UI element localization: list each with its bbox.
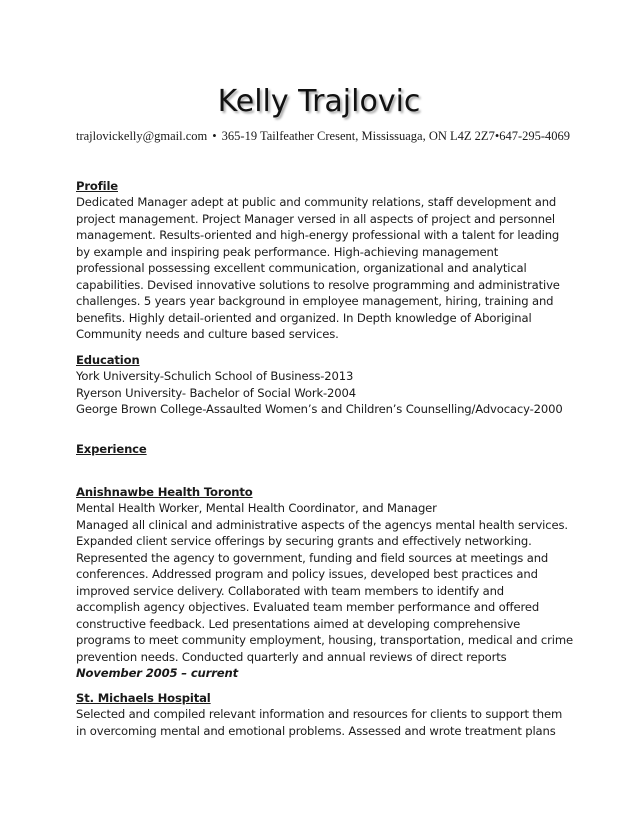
job-employer: St. Michaels Hospital [76, 691, 211, 705]
job-title: Mental Health Worker, Mental Health Coordinator, and Manager [76, 501, 437, 515]
job-entry [76, 690, 576, 739]
experience-section [76, 441, 576, 457]
education-entry: York University-Schulich School of Business-2013 [76, 369, 354, 383]
job-description-line: Represented the agency to government, funding and field sources at meetings and [76, 550, 549, 565]
profile-section [76, 178, 576, 343]
job-description-line: Selected and compiled relevant information and resources for clients to support them [76, 707, 563, 721]
candidate-name: Kelly Trajlovic [217, 84, 421, 119]
job-description-line: programs to meet community employment, housing, transportation, medical and crime [76, 633, 573, 647]
job-employer: Anishnawbe Health Toronto [76, 485, 253, 499]
education-section [76, 352, 576, 418]
contact-line [76, 129, 576, 144]
profile-line: project management. Project Manager versed in all aspects of project and personnel [76, 211, 555, 226]
profile-line: capabilities. Devised innovative solutions to resolve programming and administrative [76, 277, 560, 292]
education-entry: George Brown College-Assaulted Women’s and Children’s Counselling/Advocacy-2000 [76, 402, 563, 416]
education-entry: Ryerson University- Bachelor of Social Work-2004 [76, 385, 356, 400]
job-description-line: conferences. Addressed program and policy issues, developed best practices and [76, 567, 538, 581]
profile-line: Dedicated Manager adept at public and community relations, staff development and [76, 195, 557, 209]
job-description-line: in overcoming mental and emotional problems. Assessed and wrote treatment plans [76, 723, 556, 738]
profile-line: by example and inspiring peak performance. High-achieving management [76, 244, 499, 259]
job-description-line: prevention needs. Conducted quarterly and annual reviews of direct reports [76, 649, 507, 664]
profile-line: professional possessing excellent communication, organizational and analytical [76, 261, 527, 275]
job-description-line: accomplish agency objectives. Evaluated team member performance and offered [76, 600, 540, 614]
phone: 647-295-4069 [499, 129, 571, 143]
bullet-separator: • [212, 129, 217, 143]
bullet-separator: • [494, 129, 500, 143]
job-description-line: Managed all clinical and administrative aspects of the agencys mental health services. [76, 517, 568, 532]
experience-heading: Experience [76, 442, 147, 456]
profile-line: benefits. Highly detail-oriented and organized. In Depth knowledge of Aboriginal [76, 310, 532, 325]
job-entry [76, 484, 576, 682]
email: trajlovickelly@gmail.com [76, 129, 208, 143]
job-description-line: constructive feedback. Led presentations aimed at developing comprehensive [76, 616, 521, 631]
profile-line: Community needs and culture based services. [76, 327, 339, 341]
profile-heading: Profile [76, 179, 118, 193]
profile-line: management. Results-oriented and high-energy professional with a talent for leading [76, 228, 560, 242]
education-heading: Education [76, 353, 140, 367]
address: 365-19 Tailfeather Cresent, Mississuaga, ON L4Z 2Z7 [221, 129, 495, 143]
profile-text [76, 194, 576, 343]
job-dates: November 2005 – current [76, 666, 238, 680]
job-description-line: Expanded client service offerings by securing grants and effectively networking. [76, 534, 532, 548]
job-description-line: improved service delivery. Collaborated with team members to identify and [76, 583, 504, 598]
profile-line: challenges. 5 years year background in employee management, hiring, training and [76, 294, 554, 308]
